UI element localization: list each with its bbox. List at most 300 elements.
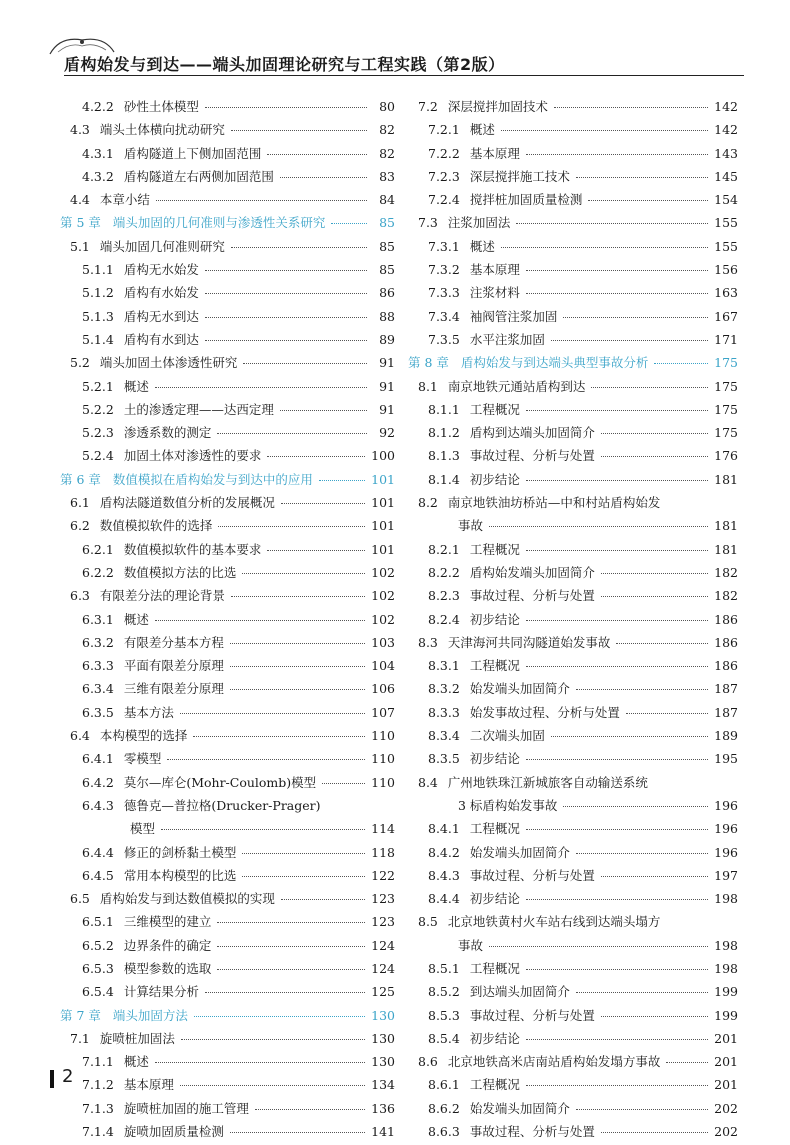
toc-entry-number: 6.3.2: [82, 634, 114, 650]
toc-entry-page: 85: [379, 262, 395, 278]
dot-leader: [526, 899, 708, 900]
toc-entry-title: 有限差分法的理论背景: [99, 588, 225, 604]
toc-entry[interactable]: [408, 703, 738, 726]
toc-entry-page: 199: [714, 984, 738, 1000]
toc-entry-number: 8.3.5: [428, 751, 460, 767]
toc-entry-number: 第 6 章: [60, 471, 101, 487]
dot-leader: [576, 689, 708, 690]
toc-entry-page: 114: [371, 821, 395, 837]
toc-entry-number: 6.5: [70, 891, 90, 907]
dot-leader: [193, 736, 365, 737]
dot-leader: [217, 969, 365, 970]
toc-entry[interactable]: [408, 586, 738, 609]
toc-entry[interactable]: [408, 843, 738, 866]
toc-entry-page: 107: [371, 704, 395, 720]
toc-entry[interactable]: [60, 586, 395, 609]
toc-entry-title: 概述: [469, 238, 495, 254]
toc-entry[interactable]: [60, 493, 395, 516]
dot-leader: [255, 1109, 365, 1110]
dot-leader: [242, 853, 365, 854]
toc-entry[interactable]: [60, 167, 395, 190]
toc-entry-number: 4.3: [70, 122, 90, 138]
toc-entry-page: 103: [371, 634, 395, 650]
toc-entry-title: 概述: [123, 1054, 149, 1070]
toc-entry-title: 端头加固方法: [112, 1007, 188, 1023]
toc-entry[interactable]: [408, 726, 738, 749]
toc-entry[interactable]: [408, 819, 738, 842]
toc-entry[interactable]: [60, 1099, 395, 1122]
toc-entry-number: 8.4.4: [428, 891, 460, 907]
toc-entry-title: 注浆加固法: [447, 215, 511, 231]
toc-entry[interactable]: [60, 353, 395, 376]
toc-entry-number: 8.4.1: [428, 821, 460, 837]
toc-entry[interactable]: [408, 283, 738, 306]
toc-entry[interactable]: [408, 959, 738, 982]
toc-entry[interactable]: [60, 656, 395, 679]
toc-entry[interactable]: [60, 540, 395, 563]
toc-entry-title: 概述: [123, 611, 149, 627]
toc-entry-title: 袖阀管注浆加固: [469, 308, 558, 324]
toc-entry-page: 82: [379, 145, 395, 161]
toc-entry[interactable]: [408, 633, 738, 656]
toc-entry-title: 工程概况: [469, 960, 520, 976]
dot-leader: [526, 829, 708, 830]
toc-entry[interactable]: [60, 749, 395, 772]
toc-entry-title: 零模型: [123, 751, 162, 767]
toc-entry-title: 北京地铁黄村火车站右线到达端头塌方: [447, 914, 661, 930]
toc-entry-number: 7.2.3: [428, 168, 460, 184]
toc-entry-number: 6.5.4: [82, 984, 114, 1000]
toc-entry[interactable]: [408, 97, 738, 120]
toc-entry-page: 156: [714, 262, 738, 278]
toc-entry-title: 始发端头加固简介: [469, 1100, 570, 1116]
toc-entry-title: 端头加固的几何准则与渗透性关系研究: [112, 215, 326, 231]
dot-leader: [155, 1062, 365, 1063]
toc-entry-number: 8.5.4: [428, 1030, 460, 1046]
toc-entry-page: 175: [714, 355, 738, 371]
toc-entry-title: 数值模拟方法的比选: [123, 564, 237, 580]
toc-entry[interactable]: [408, 1099, 738, 1122]
toc-entry-title: 盾构隧道上下侧加固范围: [123, 145, 262, 161]
toc-entry-number: 8.5: [418, 914, 438, 930]
dot-leader: [217, 922, 365, 923]
toc-entry[interactable]: [60, 843, 395, 866]
dot-leader: [588, 200, 708, 201]
header-rule: [64, 75, 744, 76]
dot-leader: [526, 410, 708, 411]
toc-entry-number: 7.1.2: [82, 1077, 114, 1093]
toc-entry-page: 85: [379, 238, 395, 254]
toc-entry-page: 124: [371, 937, 395, 953]
toc-entry[interactable]: [60, 1029, 395, 1052]
toc-entry-title: 盾构有水到达: [123, 331, 199, 347]
toc-entry-number: 7.1.3: [82, 1100, 114, 1116]
toc-entry-title: 概述: [123, 378, 149, 394]
toc-entry[interactable]: [408, 213, 738, 236]
toc-entry[interactable]: [408, 889, 738, 912]
dot-leader: [526, 1039, 708, 1040]
toc-entry[interactable]: [60, 283, 395, 306]
dot-leader: [205, 317, 367, 318]
toc-chapter-entry[interactable]: [60, 470, 395, 493]
toc-entry-number: 7.2.2: [428, 145, 460, 161]
toc-entry-title: 盾构有水始发: [123, 285, 199, 301]
toc-entry-title: 3 标盾构始发事故: [458, 797, 558, 813]
toc-entry[interactable]: [408, 260, 738, 283]
dot-leader: [576, 992, 708, 993]
toc-entry-title: 初步结论: [469, 891, 520, 907]
toc-entry-number: 7.1.1: [82, 1054, 114, 1070]
toc-entry-page: 143: [714, 145, 738, 161]
toc-entry[interactable]: [408, 679, 738, 702]
toc-entry-page: 142: [714, 122, 738, 138]
dot-leader: [205, 293, 367, 294]
toc-entry-page: 181: [714, 518, 738, 534]
toc-entry[interactable]: [60, 446, 395, 469]
toc-entry[interactable]: [408, 423, 738, 446]
toc-entry-number: 6.3.1: [82, 611, 114, 627]
toc-entry[interactable]: [60, 773, 395, 796]
dot-leader: [591, 387, 708, 388]
toc-entry-page: 92: [379, 425, 395, 441]
toc-entry[interactable]: [408, 866, 738, 889]
toc-entry-number: 7.3: [418, 215, 438, 231]
toc-entry-page: 175: [714, 401, 738, 417]
toc-column-left: [60, 97, 395, 1145]
toc-entry-page: 125: [371, 984, 395, 1000]
toc-entry-page: 102: [371, 588, 395, 604]
dot-leader: [242, 573, 365, 574]
toc-entry[interactable]: [408, 120, 738, 143]
toc-entry-page: 198: [714, 891, 738, 907]
toc-entry-page: 201: [714, 1077, 738, 1093]
toc-entry-number: 6.5.1: [82, 914, 114, 930]
toc-entry-title: 盾构始发端头加固简介: [469, 564, 595, 580]
toc-entry[interactable]: [408, 377, 738, 400]
dot-leader: [281, 503, 365, 504]
toc-entry-title: 德鲁克—普拉格(Drucker-Prager): [123, 797, 321, 813]
toc-entry[interactable]: [408, 237, 738, 260]
toc-entry-page: 84: [379, 192, 395, 208]
toc-entry-title: 三维有限差分原理: [123, 681, 224, 697]
dot-leader: [654, 363, 708, 364]
toc-entry-page: 202: [714, 1100, 738, 1116]
toc-entry-number: 7.1.4: [82, 1124, 114, 1140]
toc-chapter-entry[interactable]: [60, 213, 395, 236]
toc-entry-page: 130: [371, 1007, 395, 1023]
toc-entry-page: 142: [714, 99, 738, 114]
toc-entry[interactable]: [408, 656, 738, 679]
dot-leader: [489, 946, 708, 947]
toc-entry[interactable]: [60, 679, 395, 702]
toc-entry-page: 154: [714, 192, 738, 208]
dot-leader: [280, 177, 367, 178]
toc-entry-title: 水平注浆加固: [469, 331, 545, 347]
toc-entry-title: 天津海河共同沟隧道始发事故: [447, 634, 611, 650]
dot-leader: [626, 713, 708, 714]
toc-entry-page: 187: [714, 704, 738, 720]
toc-entry[interactable]: [60, 1075, 395, 1098]
toc-entry-number: 5.1.4: [82, 331, 114, 347]
dot-leader: [489, 526, 708, 527]
toc-entry-page: 83: [379, 168, 395, 184]
toc-entry[interactable]: [60, 889, 395, 912]
toc-entry-number: 5.2: [70, 355, 90, 371]
toc-entry[interactable]: [408, 400, 738, 423]
toc-entry[interactable]: [408, 1122, 738, 1145]
toc-entry-title: 南京地铁油坊桥站—中和村站盾构始发: [447, 495, 661, 511]
toc-entry[interactable]: [408, 307, 738, 330]
toc-entry[interactable]: [408, 1075, 738, 1098]
toc-entry-number: 4.2.2: [82, 99, 114, 114]
toc-entry[interactable]: [408, 330, 738, 353]
toc-entry[interactable]: [408, 190, 738, 213]
toc-entry-title: 初步结论: [469, 471, 520, 487]
dot-leader: [181, 1039, 365, 1040]
toc-entry[interactable]: [408, 563, 738, 586]
toc-entry-page: 198: [714, 937, 738, 953]
toc-entry[interactable]: [408, 1006, 738, 1029]
toc-entry-title: 工程概况: [469, 658, 520, 674]
toc-entry-page: 171: [714, 331, 738, 347]
toc-entry[interactable]: [60, 796, 395, 819]
toc-entry-number: 8.4.3: [428, 867, 460, 883]
toc-entry[interactable]: [408, 493, 738, 516]
toc-entry[interactable]: [60, 982, 395, 1005]
toc-entry-page: 155: [714, 215, 738, 231]
toc-entry-page: 130: [371, 1054, 395, 1070]
toc-entry[interactable]: [60, 330, 395, 353]
toc-entry[interactable]: [60, 866, 395, 889]
toc-entry-title: 广州地铁珠江新城旅客自动输送系统: [447, 774, 648, 790]
toc-entry-number: 6.3.4: [82, 681, 114, 697]
toc-entry-page: 202: [714, 1124, 738, 1140]
toc-entry[interactable]: [60, 144, 395, 167]
toc-entry-page: 201: [714, 1054, 738, 1070]
toc-entry[interactable]: [60, 120, 395, 143]
toc-entry[interactable]: [408, 540, 738, 563]
toc-entry[interactable]: [60, 726, 395, 749]
dot-leader: [217, 946, 365, 947]
toc-entry-title: 盾构无水始发: [123, 262, 199, 278]
page-number-bar: [50, 1070, 54, 1088]
toc-entry-number: 5.1.2: [82, 285, 114, 301]
toc-entry-number: 4.4: [70, 192, 90, 208]
toc-entry[interactable]: [408, 796, 738, 819]
toc-entry-page: 196: [714, 797, 738, 813]
toc-entry[interactable]: [60, 97, 395, 120]
toc-entry-page: 186: [714, 634, 738, 650]
toc-entry[interactable]: [60, 610, 395, 633]
toc-entry-number: 8.2.1: [428, 541, 460, 557]
toc-entry-title: 本构模型的选择: [99, 728, 188, 744]
toc-entry[interactable]: [408, 470, 738, 493]
toc-entry-title: 旋喷桩加固法: [99, 1030, 175, 1046]
toc-entry-number: 8.6.1: [428, 1077, 460, 1093]
toc-entry-number: 8.3: [418, 634, 438, 650]
toc-entry-title: 事故过程、分析与处置: [469, 588, 595, 604]
toc-entry-number: 5.1.1: [82, 262, 114, 278]
toc-entry-title: 始发事故过程、分析与处置: [469, 704, 620, 720]
toc-entry[interactable]: [60, 563, 395, 586]
toc-entry-title: 本章小结: [99, 192, 150, 208]
toc-entry-number: 8.3.4: [428, 728, 460, 744]
toc-entry-title: 概述: [469, 122, 495, 138]
toc-entry-number: 6.4.5: [82, 867, 114, 883]
toc-entry-page: 80: [379, 99, 395, 114]
toc-entry-page: 196: [714, 844, 738, 860]
dot-leader: [554, 107, 708, 108]
dot-leader: [526, 550, 708, 551]
toc-entry-title: 基本原理: [469, 262, 520, 278]
toc-entry-title: 端头加固几何准则研究: [99, 238, 225, 254]
dot-leader: [501, 247, 708, 248]
toc-entry-page: 91: [379, 378, 395, 394]
toc-entry-title: 端头土体横向扰动研究: [99, 122, 225, 138]
toc-entry-page: 195: [714, 751, 738, 767]
toc-entry[interactable]: [60, 1122, 395, 1145]
toc-entry-page: 106: [371, 681, 395, 697]
toc-entry-title: 旋喷加固质量检测: [123, 1124, 224, 1140]
dot-leader: [281, 899, 365, 900]
toc-entry-page: 124: [371, 960, 395, 976]
toc-entry-title: 深层搅拌加固技术: [447, 99, 548, 114]
toc-entry[interactable]: [60, 936, 395, 959]
toc-entry[interactable]: [408, 912, 738, 935]
toc-entry[interactable]: [60, 400, 395, 423]
toc-entry[interactable]: [408, 167, 738, 190]
toc-entry-number: 6.5.2: [82, 937, 114, 953]
toc-entry-number: 5.2.3: [82, 425, 114, 441]
toc-entry[interactable]: [408, 1029, 738, 1052]
toc-entry[interactable]: [408, 516, 738, 539]
dot-leader: [526, 154, 708, 155]
toc-entry[interactable]: [60, 1052, 395, 1075]
dot-leader: [230, 643, 365, 644]
dot-leader: [242, 876, 365, 877]
toc-entry-page: 123: [371, 891, 395, 907]
toc-entry-title: 边界条件的确定: [123, 937, 212, 953]
dot-leader: [526, 620, 708, 621]
toc-entry-number: 4.3.1: [82, 145, 114, 161]
toc-entry-number: 8.4.2: [428, 844, 460, 860]
toc-entry-number: 8.1.4: [428, 471, 460, 487]
toc-entry[interactable]: [60, 377, 395, 400]
toc-entry-number: 6.3.5: [82, 704, 114, 720]
toc-chapter-entry[interactable]: [60, 1006, 395, 1029]
toc-entry[interactable]: [408, 773, 738, 796]
dot-leader: [526, 1085, 708, 1086]
toc-entry[interactable]: [60, 190, 395, 213]
toc-entry[interactable]: [60, 959, 395, 982]
toc-entry[interactable]: [408, 446, 738, 469]
toc-entry-title: 土的渗透定理——达西定理: [123, 401, 274, 417]
dot-leader: [601, 433, 708, 434]
toc-entry-page: 101: [371, 518, 395, 534]
page-number: 2: [62, 1066, 74, 1087]
toc-entry[interactable]: [408, 144, 738, 167]
toc-entry-number: 7.3.4: [428, 308, 460, 324]
dot-leader: [331, 223, 367, 224]
toc-entry-page: 123: [371, 914, 395, 930]
toc-entry-page: 176: [714, 448, 738, 464]
toc-entry-page: 196: [714, 821, 738, 837]
toc-entry-number: 第 5 章: [60, 215, 101, 231]
toc-entry-title: 事故: [458, 937, 484, 953]
toc-entry[interactable]: [60, 307, 395, 330]
toc-entry-page: 201: [714, 1030, 738, 1046]
toc-entry[interactable]: [60, 633, 395, 656]
toc-entry-number: 6.2: [70, 518, 90, 534]
dot-leader: [155, 387, 367, 388]
dot-leader: [167, 759, 365, 760]
toc-entry-title: 盾构始发与到达数值模拟的实现: [99, 891, 275, 907]
toc-entry-number: 5.1.3: [82, 308, 114, 324]
toc-entry-number: 5.2.4: [82, 448, 114, 464]
dot-leader: [576, 1109, 708, 1110]
dot-leader: [601, 1132, 708, 1133]
toc-entry-page: 175: [714, 425, 738, 441]
toc-entry[interactable]: [408, 610, 738, 633]
toc-entry[interactable]: [408, 982, 738, 1005]
toc-entry[interactable]: [60, 912, 395, 935]
toc-entry-title: 模型: [130, 821, 156, 837]
toc-entry-page: 130: [371, 1030, 395, 1046]
toc-entry-title: 修正的剑桥黏土模型: [123, 844, 237, 860]
dot-leader: [205, 270, 367, 271]
toc-entry-page: 101: [371, 541, 395, 557]
toc-entry-page: 118: [371, 844, 395, 860]
toc-entry[interactable]: [408, 936, 738, 959]
toc-entry[interactable]: [60, 237, 395, 260]
toc-chapter-entry[interactable]: [408, 353, 738, 376]
dot-leader: [601, 596, 708, 597]
toc-entry[interactable]: [408, 1052, 738, 1075]
toc-entry-page: 134: [371, 1077, 395, 1093]
toc-entry[interactable]: [60, 260, 395, 283]
toc-entry-page: 102: [371, 611, 395, 627]
dot-leader: [230, 1132, 365, 1133]
toc-entry[interactable]: [60, 703, 395, 726]
toc-entry-title: 莫尔—库仑(Mohr-Coulomb)模型: [123, 774, 317, 790]
toc-entry-title: 初步结论: [469, 1030, 520, 1046]
toc-entry-number: 8.1.1: [428, 401, 460, 417]
toc-entry-page: 100: [371, 448, 395, 464]
toc-entry[interactable]: [408, 749, 738, 772]
dot-leader: [666, 1062, 708, 1063]
toc-entry-page: 186: [714, 611, 738, 627]
toc-entry-title: 初步结论: [469, 751, 520, 767]
dot-leader: [243, 363, 367, 364]
dot-leader: [526, 480, 708, 481]
toc-entry[interactable]: [60, 423, 395, 446]
toc-entry-number: 6.4: [70, 728, 90, 744]
toc-entry-title: 平面有限差分原理: [123, 658, 224, 674]
toc-entry-page: 167: [714, 308, 738, 324]
toc-entry[interactable]: [60, 819, 395, 842]
toc-entry[interactable]: [60, 516, 395, 539]
toc-entry-title: 南京地铁元通站盾构到达: [447, 378, 586, 394]
toc-entry-title: 端头加固土体渗透性研究: [99, 355, 238, 371]
toc-entry-title: 事故过程、分析与处置: [469, 1124, 595, 1140]
toc-entry-number: 8.5.3: [428, 1007, 460, 1023]
toc-entry-number: 4.3.2: [82, 168, 114, 184]
dot-leader: [230, 689, 365, 690]
dot-leader: [205, 340, 367, 341]
toc-entry-number: 8.4: [418, 774, 438, 790]
toc-entry-number: 7.3.5: [428, 331, 460, 347]
dot-leader: [155, 620, 365, 621]
